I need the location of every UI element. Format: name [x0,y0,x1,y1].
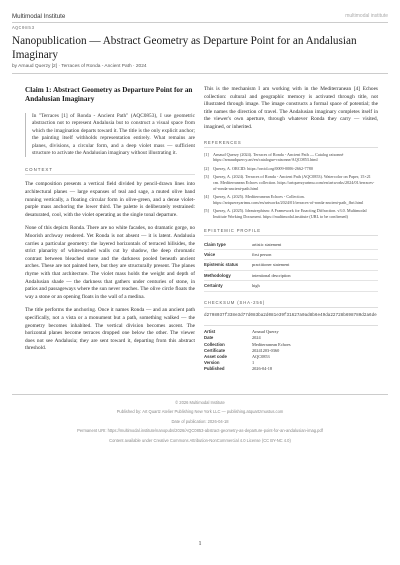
field-key: Methodology [204,270,252,280]
context-paragraph: The title performs the anchoring. Once it names Ronda — and an ancient path specifically, not a vista or a monument but a path, something walked — the geometry becomes inhabited. The vertical division becomes ascent. The horizontal planes become terraces dropped one below the other. The viewer does not see Andalusia; they are sent toward it, departing from this abstract threshold. [25,307,195,352]
field-value: practitioner statement [252,260,378,270]
mechanism-paragraph: This is the mechanism I am working with in the Mediterranean [4] Echoes collection: cultural and geographic memory is activated through title, not illustrated through image. The image constructs a formal space of potential; the title names the direction of travel. The Andalusian imaginary completes itself in the viewer's own aperture, through whatever Ronda they carry — visited, imagined, or inherited. [204,86,378,130]
top-divider [12,22,388,23]
footer-copyright: © 2026 Multimodal Institute [175,400,225,405]
field-value: 2026-04-18 [252,366,273,372]
context-paragraph: None of this depicts Ronda. There are no white facades, no dramatic gorge, no Moorish archway rendered. Yet Ronda is not absent — it is latent. Andalusia carries a particular geometry: the layered horizontals of terraced hillsides, the strict planarity of whitewashed walls cut by shadow, the deep chromatic contrast between bleached stone and the darkness pooled beneath ancient arches. These are not painted here, but they are structurally present. The planes rhyme with that architecture. The violet mass holds the weight and depth of Andalusian shade — the darkness that gathers under centuries of stone, in patios and passageways where the sun never reaches. The olive circle floats the way a stone or an opening floats in the wall of a medina. [25,225,195,300]
right-column [204,86,378,373]
footer-license: Content available under Creative Commons Attribution-NonCommercial 4.0 License (CC BY-NC 4.0) [109,437,291,443]
field-value: 2024 [252,335,261,341]
reference-item[interactable] [204,174,378,191]
page-footer [12,394,388,445]
field-value: Arnaud Querzy [252,329,279,335]
field-value: high [252,281,378,291]
field-key: Published [204,366,225,372]
field-value: first person [252,249,378,259]
context-label: CONTEXT [25,167,195,175]
field-value: artistic statement [252,240,378,250]
reference-item[interactable] [204,194,378,205]
reference-text: Querzy, A. (2025). Ideastrephism: A Framework for Enacting Diffraction. v3.0. Multimodal Institute Working Document. https://multimodal.institute (URL to be confirmed) [213,208,367,219]
site-name[interactable]: Multimodal Institute [12,13,66,20]
claim-title: Claim 1: Abstract Geometry as Departure Point for an Andalusian Imaginary [25,86,193,103]
field-key: Version [204,360,220,366]
field-key: Date [204,335,214,341]
context-paragraph: The composition presents a vertical field divided by pencil-drawn lines into architectural planes — large expanses of teal and sage, a muted olive band running vertically, a floating circular form in olive-green, and a dense violet-purple mass anchoring the lower third. The palette is deliberately restrained: desaturated, cool, with the violet operating as the single tonal departure. [25,181,195,218]
reference-item[interactable] [204,152,378,163]
epistemic-profile-label: EPISTEMIC PROFILE [204,228,378,236]
reference-number: [5] [204,208,209,214]
metadata-table [204,329,291,372]
field-key: Certificate [204,347,226,353]
checksum-label: CHECKSUM (SHA-256) [204,300,378,308]
reference-number: [2] [204,165,209,171]
checksum-value: d2708037f338e3d77d083ba2d081e39f31627a0ad8b6e49da22728b698780d2a6de [204,312,377,318]
field-value: Mediterranean Echoes [252,341,291,347]
table-row [204,240,378,250]
field-key: Collection [204,341,225,347]
field-value: AQC0853 [252,353,270,359]
field-key: Epistemic status [204,260,252,270]
table-row [204,366,291,372]
field-value: 20241203-0360 [252,347,280,353]
epistemic-profile-table [204,240,378,292]
reference-item[interactable] [204,166,378,172]
field-value: intentional description [252,270,378,280]
document-id: AQC0853 [12,26,35,31]
field-key: Certainty [204,281,252,291]
references-list [204,152,378,220]
reference-number: [1] [204,151,209,157]
footer-permanent-uri[interactable]: Permanent URI: https://multimodal.institute/nanopubs/2026/AQC0853-abstract-geometry-as-departure-point-for-an-andalusian-imag.pdf [77,428,323,434]
field-key: Claim type [204,240,252,250]
top-bar [0,0,400,31]
byline: by Arnaud Querzy [2] · Terraces of Ronda - Ancient Path · 2024 [12,64,147,69]
byline-divider [12,73,388,74]
left-column [25,86,195,353]
table-row [204,281,378,291]
reference-text: Querzy, A. ORCID: https://orcid.org/0009-0006-2662-7780 [213,165,313,171]
footer-publisher[interactable]: Published by: Art Quartz Atelier Publishing New York LLC — publishing.atquartzmustus.com [116,409,284,415]
field-key: Voice [204,249,252,259]
page-number: 1 [198,541,202,547]
field-value: 1 [252,360,255,366]
reference-number: [4] [204,194,209,200]
page-title: Nanopublication — Abstract Geometry as Departure Point for an Andalusian Imaginary [12,35,357,61]
reference-number: [3] [204,174,209,180]
table-row [204,249,378,259]
reference-text: Querzy, A. (2024). Terraces of Ronda - Ancient Path (AQC0853). Watercolor on Paper, 15×21 cm. Mediterranean Echoes collection. https://artquerzyartmu.com/en/artworks/2024/01/terraces-of-ronda-ancient-path.html [213,174,375,191]
table-row [204,260,378,270]
references-label: REFERENCES [204,140,378,148]
footer-date: Date of publication: 2026-04-18 [171,418,229,424]
claim-statement: In "Terraces [1] of Ronda - Ancient Path" (AQC0853), I use geometric abstraction not to represent Andalusia but to construct a visual space from which the imagination departs toward it. The title is the only explicit anchor; the painting itself withholds representation entirely. What remains are planes, divisions, a circular form, and a deep violet mass — sufficient structure to activate the Andalusian imaginary without illustrating it. [25,113,195,157]
field-key: Asset code [204,353,227,359]
metadata-divider [204,325,378,326]
reference-text: Querzy, A. (2025). Mediterranean Echoes - Collection. https://artquerzyartmu.com/en/artworks/2024/01/terraces-of-ronda-ancient-path_fbri.html [213,194,364,205]
reference-item[interactable] [204,208,378,219]
field-key: Artist [204,329,216,335]
reference-text: Arnaud Querzy (2024). Terraces of Ronda - Ancient Path — Catalog raisonné https://arnaudquercy.art/en/catalogue-raisonne/AQC0853.html [213,151,344,163]
table-row [204,270,378,280]
site-name-right: multimodal institute [345,13,388,19]
